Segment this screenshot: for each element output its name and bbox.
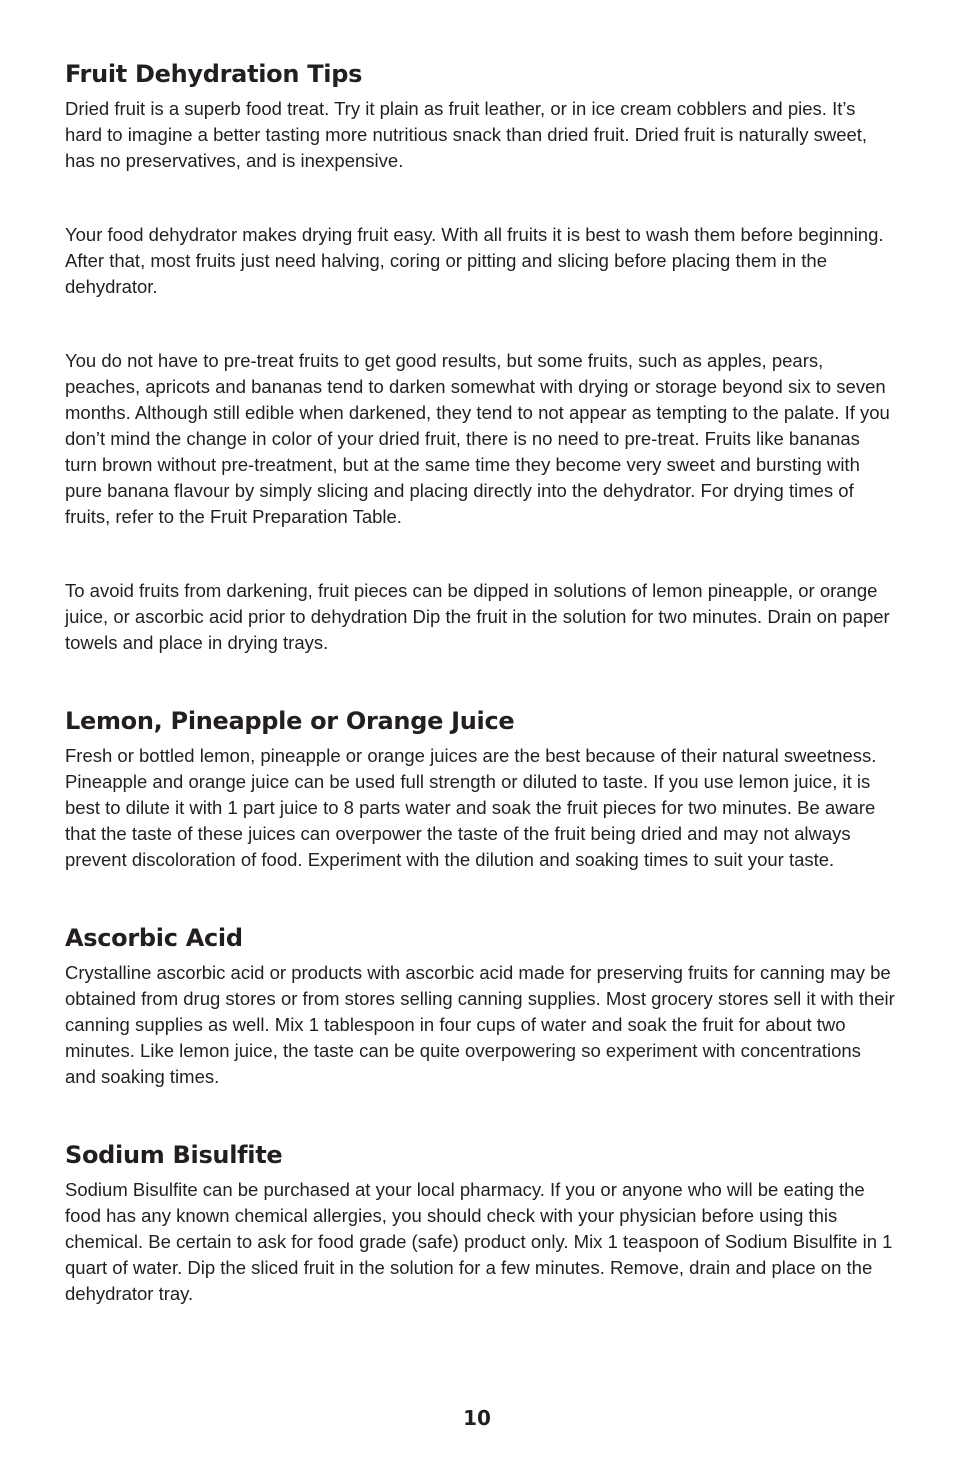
section-heading: Fruit Dehydration Tips — [65, 60, 363, 88]
paragraph: You do not have to pre-treat fruits to get good results, but some fruits, such as apples, pears, peaches, apricots and bananas tend to darken somewhat with drying or storage beyond six to seven months. Although still edible when darkened, they tend to not appear as tempting to the palate. If you don’t mind the change in color of your dried fruit, there is no need to pre-treat. Fruits like bananas turn brown without pre-treatment, but at the same time they become very sweet and bursting with pure banana flavour by simply slicing and placing directly into the dehydrator. For drying times of fruits, refer to the Fruit Preparation Table. — [65, 350, 890, 527]
paragraph: Your food dehydrator makes drying fruit easy. With all fruits it is best to wash them before beginning. After that, most fruits just need halving, coring or pitting and slicing before placing them in the dehydrator. — [65, 224, 884, 297]
section-ascorbic-acid — [65, 922, 895, 1090]
section-sodium-bisulfite — [65, 1139, 895, 1307]
section-fruit-dehydration-tips — [65, 58, 895, 656]
paragraph: To avoid fruits from darkening, fruit pieces can be dipped in solutions of lemon pineapple, or orange juice, or ascorbic acid prior to dehydration Dip the fruit in the solution for two minutes. Drain on paper towels and place in drying trays. — [65, 580, 890, 653]
paragraph: Fresh or bottled lemon, pineapple or orange juices are the best because of their natural sweetness. Pineapple and orange juice can be used full strength or diluted to taste. If you use lemon juice, it is best to dilute it with 1 part juice to 8 parts water and soak the fruit pieces for two minutes. Be aware that the taste of these juices can overpower the taste of the fruit being dried and may not always prevent discoloration of food. Experiment with the dilution and soaking times to suit your taste. — [65, 745, 877, 870]
paragraph: Crystalline ascorbic acid or products with ascorbic acid made for preserving fruits for canning may be obtained from drug stores or from stores selling canning supplies. Most grocery stores sell it with their canning supplies as well. Mix 1 tablespoon in four cups of water and soak the fruit for about two minutes. Like lemon juice, the taste can be quite overpowering so experiment with concentrations and soaking times. — [65, 962, 895, 1087]
paragraph: Sodium Bisulfite can be purchased at your local pharmacy. If you or anyone who will be eating the food has any known chemical allergies, you should check with your physician before using this chemical. Be certain to ask for food grade (safe) product only. Mix 1 teaspoon of Sodium Bisulfite in 1 quart of water. Dip the sliced fruit in the solution for a few minutes. Remove, drain and place on the dehydrator tray. — [65, 1179, 893, 1304]
paragraph: Dried fruit is a superb food treat. Try it plain as fruit leather, or in ice cream cobblers and pies. It’s hard to imagine a better tasting more nutritious snack than dried fruit. Dried fruit is naturally sweet, has no preservatives, and is inexpensive. — [65, 98, 868, 171]
section-heading: Sodium Bisulfite — [65, 1141, 283, 1169]
section-heading: Lemon, Pineapple or Orange Juice — [65, 707, 515, 735]
section-lemon-pineapple-orange-juice — [65, 705, 895, 873]
document-page — [65, 58, 895, 1307]
page-number: 10 — [463, 1406, 491, 1430]
section-heading: Ascorbic Acid — [65, 924, 243, 952]
